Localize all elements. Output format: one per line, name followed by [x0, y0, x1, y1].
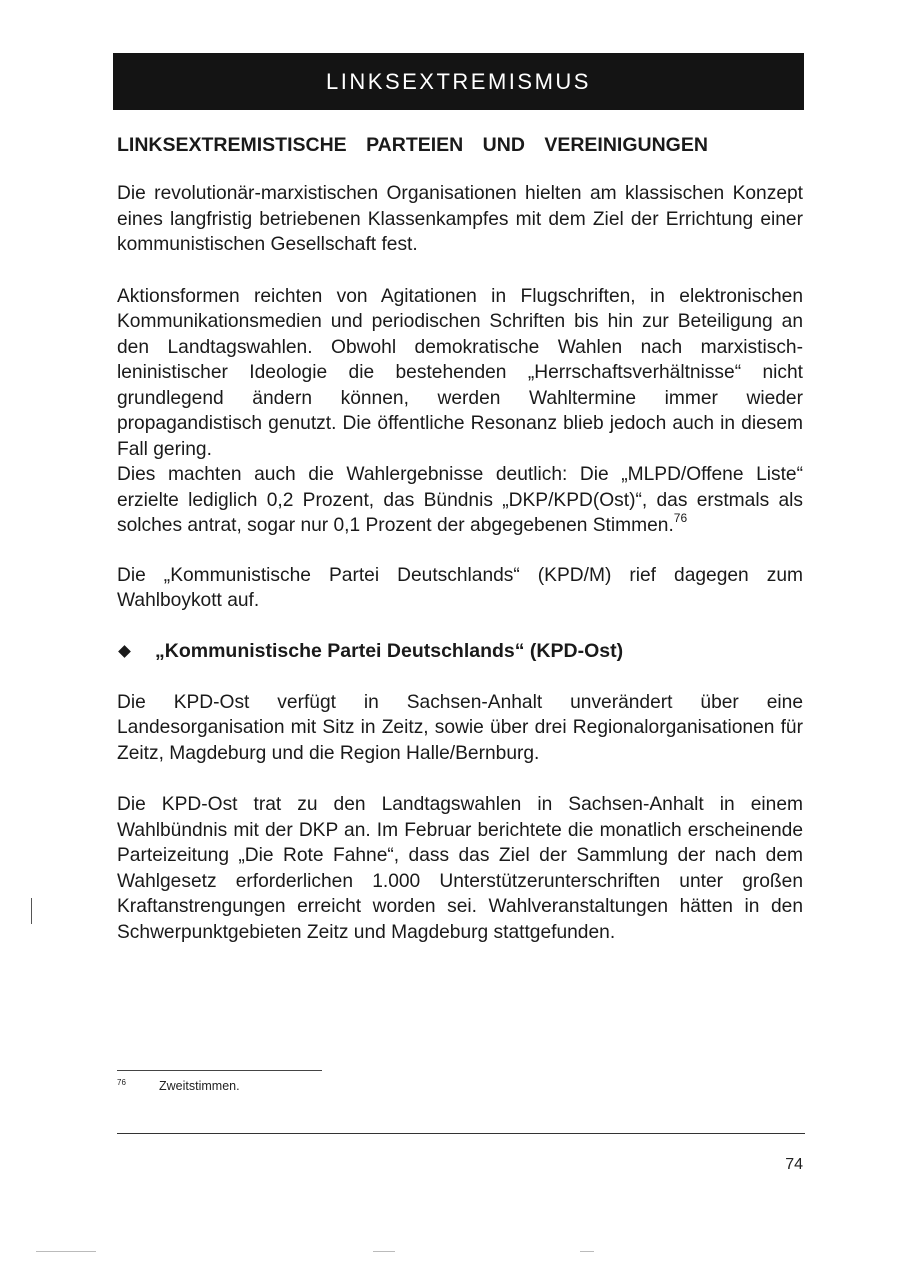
chapter-title: LINKSEXTREMISMUS [326, 68, 591, 94]
paragraph-election-results [117, 462, 803, 539]
footnote [117, 1078, 240, 1093]
subsection-heading [117, 637, 803, 667]
paragraph-organisation: Die KPD-Ost verfügt in Sachsen-Anhalt unverändert über eine Landesorganisation mit Sitz in Zeitz, sowie über drei Regionalorganisationen für Zeitz, Magdeburg und die Region Halle/Bernburg. [117, 691, 803, 764]
diamond-bullet-icon [118, 645, 131, 658]
paragraph-boycott: Die „Kommunistische Partei Deutschlands“ (KPD/M) rief dagegen zum Wahlboykott auf. [117, 564, 803, 611]
subsection-heading-text: „Kommunistische Partei Deutschlands“ (KPD-Ost) [155, 639, 624, 662]
bottom-divider [117, 1133, 805, 1134]
footnote-text: Zweitstimmen. [159, 1079, 240, 1093]
footnote-separator [117, 1070, 322, 1071]
scan-artifact [373, 1251, 395, 1252]
footnote-number: 76 [117, 1078, 126, 1087]
page-content [117, 130, 803, 945]
margin-mark [31, 898, 32, 924]
paragraph-election-results-text: Dies machten auch die Wahlergebnisse deutlich: Die „MLPD/Offene Liste“ erzielte lediglich 0,2 Prozent, das Bündnis „DKP/KPD(Ost)“, das erstmals als solches antrat, sogar nur 0,1 Prozent der abgegebenen Stimmen. [117, 464, 803, 536]
section-heading: LINKSEXTREMISTISCHE PARTEIEN UND VEREINIGUNGEN [117, 134, 708, 156]
scan-artifact [580, 1251, 594, 1252]
paragraph-election-alliance: Die KPD-Ost trat zu den Landtagswahlen in Sachsen-Anhalt in einem Wahlbündnis mit der DKP an. Im Februar berichtete die monatlich erscheinende Parteizeitung „Die Rote Fahne“, dass das Ziel der Sammlung der nach dem Wahlgesetz erforderlichen 1.000 Unterstützerunterschriften unter großen Kraftanstrengungen erreicht worden sei. Wahlveranstaltungen hätten in den Schwerpunktgebieten Zeitz und Magdeburg stattgefunden. [117, 794, 803, 943]
footnote-reference[interactable]: 76 [673, 511, 688, 525]
paragraph-intro: Die revolutionär-marxistischen Organisationen hielten am klassischen Konzept eines langfristig betriebenen Klassenkampfes mit dem Ziel der Errichtung einer kommunistischen Gesellschaft fest. [117, 183, 803, 255]
page-number: 74 [785, 1156, 803, 1173]
chapter-header [113, 53, 804, 110]
scan-artifact [36, 1251, 96, 1252]
paragraph-action-forms: Aktionsformen reichten von Agitationen in Flugschriften, in elektronischen Kommunikationsmedien und periodischen Schriften bis hin zur Beteiligung an den Landtagswahlen. Obwohl demokratische Wahlen nach marxistisch-leninistischer Ideologie die bestehenden „Herrschaftsverhältnisse“ nicht grundlegend ändern können, werden Wahltermine immer wieder propagandistisch genutzt. Die öffentliche Resonanz blieb jedoch auch in diesem Fall gering. [117, 285, 803, 460]
